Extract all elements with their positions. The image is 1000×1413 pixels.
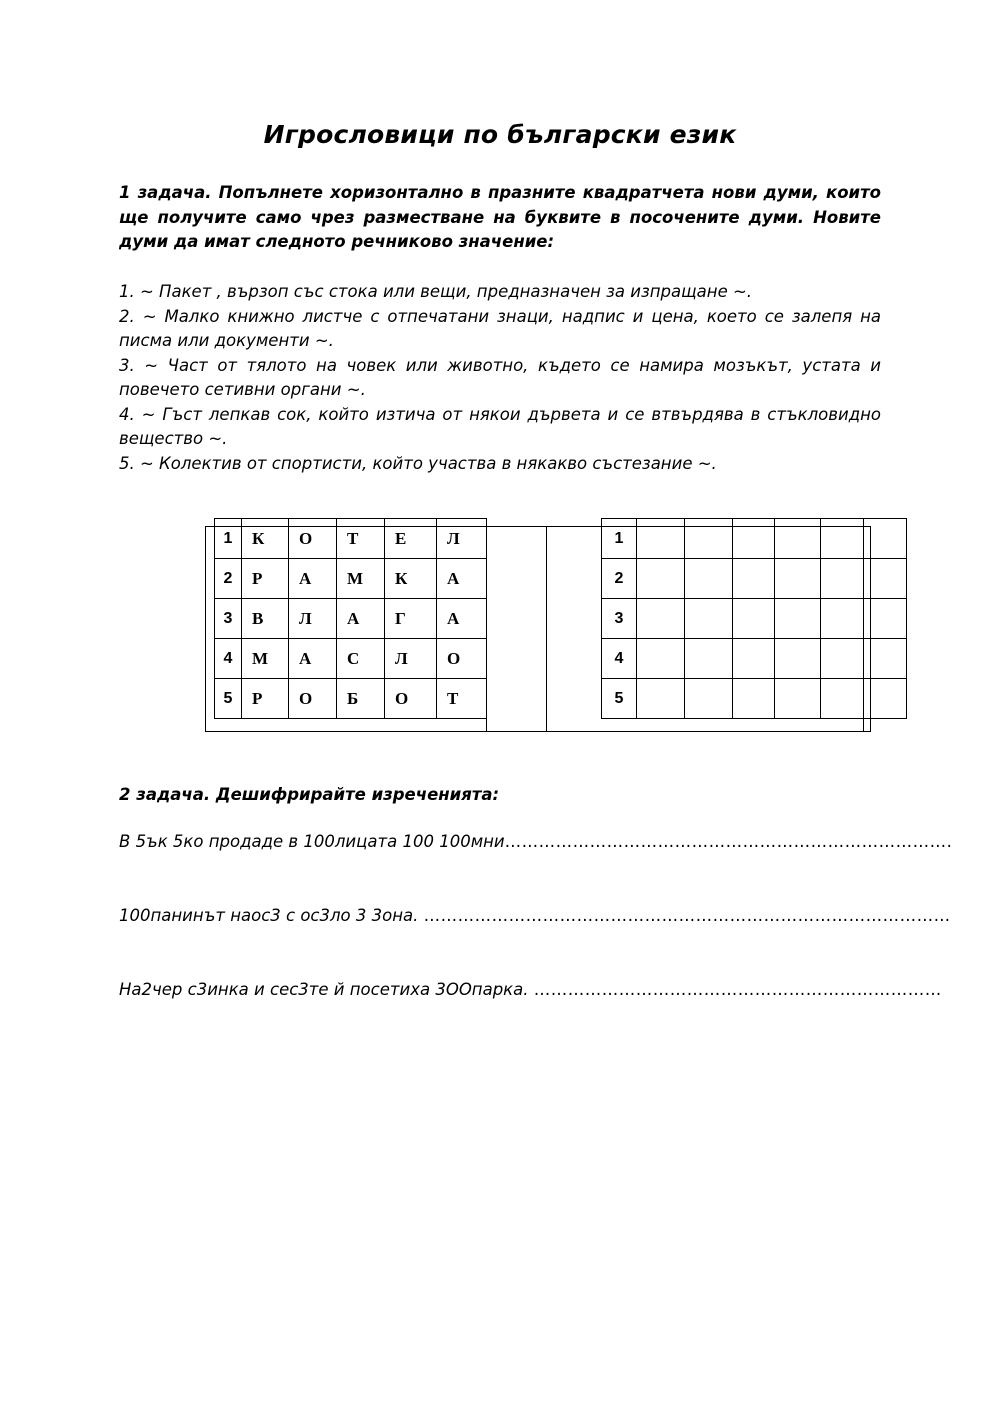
answer-cell[interactable]	[637, 679, 685, 719]
letter-cell: Л	[437, 519, 487, 559]
answer-cell[interactable]	[821, 639, 864, 679]
cipher-sentence-1	[119, 832, 953, 851]
letter-cell: А	[437, 599, 487, 639]
row-number: 4	[215, 639, 242, 679]
answer-cell[interactable]	[733, 679, 775, 719]
letter-cell: Е	[385, 519, 437, 559]
answer-cell[interactable]	[775, 519, 821, 559]
source-row	[215, 639, 487, 679]
answer-cell[interactable]	[685, 679, 733, 719]
definition-4: 4. ~ Гъст лепкав сок, който изтича от някои дървета и се втвърдява в стъкловидно вещество ~.	[119, 404, 881, 448]
cipher-sentence-text: 100панинът наос3 с ос3ло 3 3она.	[119, 906, 424, 925]
answer-cell[interactable]	[637, 599, 685, 639]
letter-cell: Б	[337, 679, 385, 719]
answer-cell[interactable]	[685, 559, 733, 599]
definition-3: 3. ~ Част от тялото на човек или животно, където се намира мозъкът, устата и повечето сетивни органи ~.	[119, 355, 881, 399]
letter-cell: А	[289, 639, 337, 679]
answer-cell[interactable]	[864, 599, 907, 639]
letter-cell: Т	[337, 519, 385, 559]
letter-cell: К	[242, 519, 289, 559]
letter-cell: К	[385, 559, 437, 599]
answer-cell[interactable]	[637, 639, 685, 679]
row-number: 3	[602, 599, 637, 639]
answer-cell[interactable]	[864, 679, 907, 719]
letter-cell: О	[289, 679, 337, 719]
cipher-sentence-text: На2чер с3инка и сес3те й посетиха 3ООпарка.	[119, 980, 534, 999]
source-row	[215, 519, 487, 559]
answer-row	[602, 599, 907, 639]
answer-cell[interactable]	[775, 599, 821, 639]
definition-5: 5. ~ Колектив от спортисти, който участва в някакво състезание ~.	[119, 453, 717, 473]
cipher-sentence-3	[119, 980, 942, 999]
source-row	[215, 679, 487, 719]
cipher-sentence-text: В 5ък 5ко продаде в 100лицата 100 100мни	[119, 832, 505, 851]
answer-cell[interactable]	[685, 639, 733, 679]
answer-blank[interactable]: ………………………………………………………………	[533, 980, 942, 999]
letter-cell: В	[242, 599, 289, 639]
answer-cell[interactable]	[733, 599, 775, 639]
row-number: 5	[602, 679, 637, 719]
row-number: 2	[602, 559, 637, 599]
source-row	[215, 559, 487, 599]
answer-cell[interactable]	[637, 559, 685, 599]
answer-cell[interactable]	[864, 639, 907, 679]
answer-cell[interactable]	[821, 559, 864, 599]
letter-cell: А	[437, 559, 487, 599]
answer-cell[interactable]	[775, 679, 821, 719]
definition-1: 1. ~ Пакет , вързоп със стока или вещи, предназначен за изпращане ~.	[119, 282, 753, 301]
row-number: 2	[215, 559, 242, 599]
answer-blank[interactable]: …………………………………………………………………………………	[423, 906, 951, 925]
letter-cell: Р	[242, 679, 289, 719]
answer-cell[interactable]	[821, 519, 864, 559]
answer-cell[interactable]	[775, 559, 821, 599]
task1-heading: 1 задача. Попълнете хоризонтално в празните квадратчета нови думи, които ще получите само чрез разместване на буквите в посочените думи. Новите думи да имат следното речниково значение:	[119, 183, 881, 251]
answer-cell[interactable]	[733, 639, 775, 679]
answer-cell[interactable]	[864, 519, 907, 559]
letter-cell: О	[289, 519, 337, 559]
answer-grid	[601, 518, 907, 719]
letter-cell: Л	[289, 599, 337, 639]
answer-cell[interactable]	[637, 519, 685, 559]
letter-cell: Л	[385, 639, 437, 679]
row-number: 5	[215, 679, 242, 719]
letter-cell: Р	[242, 559, 289, 599]
answer-row	[602, 559, 907, 599]
row-number: 1	[602, 519, 637, 559]
answer-cell[interactable]	[821, 599, 864, 639]
letter-cell: Г	[385, 599, 437, 639]
answer-cell[interactable]	[733, 519, 775, 559]
letter-cell: А	[337, 599, 385, 639]
answer-cell[interactable]	[685, 519, 733, 559]
source-row	[215, 599, 487, 639]
letter-cell: М	[242, 639, 289, 679]
answer-row	[602, 679, 907, 719]
page-title: Игрословици по български език	[263, 120, 737, 149]
definition-2: 2. ~ Малко книжно листче с отпечатани знаци, надпис и цена, което се залепя на писма или документи ~.	[119, 306, 881, 350]
definitions-list	[119, 280, 881, 476]
source-word-grid	[214, 518, 487, 719]
row-number: 4	[602, 639, 637, 679]
task2-heading: 2 задача. Дешифрирайте изреченията:	[119, 785, 500, 804]
answer-cell[interactable]	[775, 639, 821, 679]
letter-cell: С	[337, 639, 385, 679]
letter-cell: М	[337, 559, 385, 599]
cipher-sentence-2	[119, 906, 951, 925]
letter-cell: О	[385, 679, 437, 719]
answer-blank[interactable]: …………………………………………………………………….	[504, 832, 953, 851]
letter-cell: Т	[437, 679, 487, 719]
gap-divider	[546, 526, 547, 732]
row-number: 3	[215, 599, 242, 639]
answer-cell[interactable]	[685, 599, 733, 639]
answer-row	[602, 519, 907, 559]
answer-cell[interactable]	[864, 559, 907, 599]
answer-row	[602, 639, 907, 679]
answer-cell[interactable]	[733, 559, 775, 599]
letter-cell: О	[437, 639, 487, 679]
answer-cell[interactable]	[821, 679, 864, 719]
row-number: 1	[215, 519, 242, 559]
letter-cell: А	[289, 559, 337, 599]
